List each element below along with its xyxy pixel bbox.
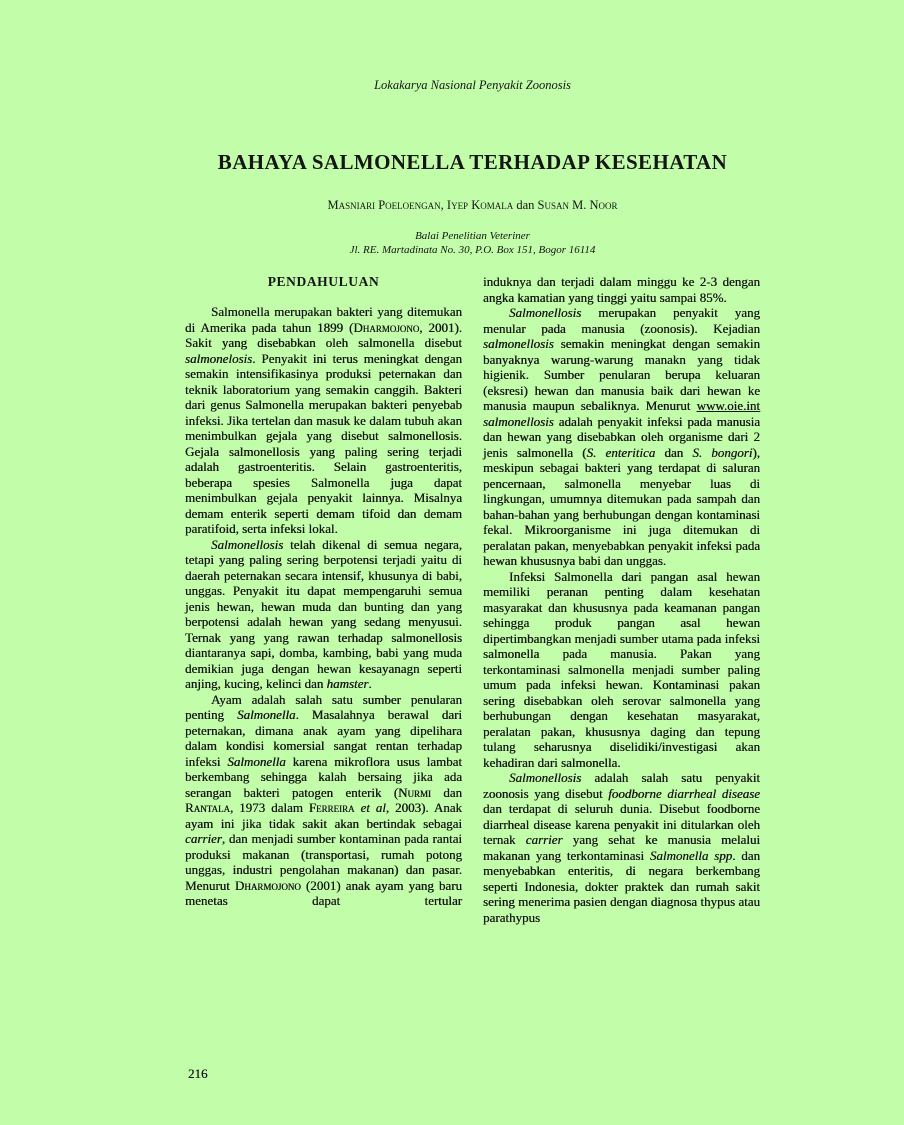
page-title: BAHAYA SALMONELLA TERHADAP KESEHATAN	[217, 150, 728, 174]
text-run: dan	[513, 198, 538, 212]
paragraph	[483, 305, 760, 569]
text-run: adalah salah satu penyakit zoonosis yang disebut	[483, 770, 760, 801]
text-run: Infeksi Salmonella dari pangan asal hewan memiliki peranan penting dalam kesehatan masyarakat dan khususnya pada keamanan pangan sehingga produk pangan asal hewan dipertimbangkan menjadi sumber utama pada infeksi salmonella pada manusia. Pakan yang terkontaminasi salmonella menjadi sumber paling umum pada infeksi hewan. Kontaminasi pakan sering disebabkan oleh serovar salmonella yang berhubungan dengan kesehatan masyarakat, peralatan pakan, khususnya daging dan tepung tulang seharusnya diselidiki/investigasi akan kehadiran dari salmonella.	[483, 568, 760, 770]
right-column-paragraphs	[483, 274, 760, 925]
text-run: hamster	[326, 676, 369, 691]
text-run: .	[368, 676, 372, 691]
text-run: carrier	[185, 831, 222, 846]
text-run: . dan menyebabkan enteritis, di negara berkembang seperti Indonesia, dokter praktek dan rumah sakit sering menerima pasien dengan diagnosa thypus atau parathypus	[483, 847, 760, 925]
paragraph	[483, 569, 760, 771]
text-run: , dan menjadi sumber kontaminan pada rantai produksi makanan (transportasi, rumah potong unggas, industri pengolahan makanan) dan pasar. Menurut	[185, 831, 462, 893]
left-column-paragraphs	[185, 304, 462, 909]
text-run: Rantala	[185, 800, 230, 815]
url-link[interactable]: www.oie.int	[696, 398, 760, 413]
text-run: carrier	[525, 832, 563, 847]
text-run: telah dikenal di semua negara, tetapi yang paling sering berpotensi terjadi yaitu di daerah peternakan secara intensif, khusunya di babi, unggas. Penyakit itu dapat mempengaruhi semua jenis hewan, hewan muda dan bunting dan yang berpotensi adalah hewan yang sedang menyusui. Ternak yang yang rawan terhadap salmonellosis diantaranya sapi, domba, kambing, babi yang muda demikian juga dengan hewan kesayanagn seperti anjing, kucing, kelinci dan	[185, 536, 462, 691]
page-number: 216	[188, 1066, 208, 1081]
text-run: Susan M. Noor	[537, 198, 618, 212]
text-run: salmonellosis	[483, 336, 554, 351]
text-run: salmonellosis	[483, 413, 554, 429]
text-run: Nurmi	[398, 784, 431, 800]
running-header: Lokakarya Nasional Penyakit Zoonosis	[374, 78, 571, 92]
text-run: yang sehat ke manusia melalui makanan yang terkontaminasi	[483, 832, 761, 863]
text-run: , 1973 dalam	[229, 800, 309, 815]
text-run: ), meskipun sebagai bakteri yang terdapat di saluran pencernaan, salmonella menyebar luas di lingkungan, umumnya ditemukan pada sampah dan bahan-bahan yang berhubungan dengan kontaminasi fekal. Mikroorganisme ini juga ditemukan di peralatan pakan, menyebabkan penyakit infeksi pada hewan khususnya babi dan unggas.	[483, 444, 760, 568]
text-run: (2001) anak ayam yang baru menetas dapat tertular	[185, 877, 462, 908]
text-run: dan	[430, 784, 462, 800]
text-run: Salmonella	[237, 707, 296, 722]
text-run: dan terdapat di seluruh dunia. Disebut foodborne diarrheal disease karena penyakit ini ditularkan oleh ternak	[483, 801, 760, 847]
text-run: Salmonella	[227, 753, 286, 769]
left-column	[185, 274, 462, 909]
text-run: S. bongori	[692, 444, 753, 460]
text-run: adalah penyakit infeksi pada manusia dan hewan yang disebabkan oleh organisme dari 2 jenis salmonella (	[483, 413, 760, 460]
text-run: Dharmojono	[353, 319, 420, 335]
text-run: foodborne diarrheal disease	[608, 785, 760, 801]
authors-line	[185, 198, 760, 213]
paragraph	[185, 304, 462, 537]
affiliation-block	[185, 230, 760, 257]
text-run: . Penyakit ini terus meningkat dengan semakin intensifikasinya produksi peternakan dan teknik laboratorium yang semakin canggih. Bakteri dari genus Salmonella merupakan bakteri penyebab infeksi. Jika tertelan dan masuk ke dalam tubuh akan menimbulkan gejala yang disebut salmonellosis. Gejala salmonellosis yang paling sering terjadi adalah gastroenteritis. Selain gastroenteritis, beberapa spesies Salmonella juga dapat menimbulkan gejala penyakit lainnya. Misalnya demam enterik seperti demam tifoid dan demam paratifoid, serta infeksi lokal.	[185, 350, 462, 536]
paragraph	[185, 692, 462, 909]
text-run: induknya dan terjadi dalam minggu ke 2-3 dengan angka kamatian yang tinggi yaitu sampai 85%.	[483, 274, 760, 305]
paragraph	[483, 770, 760, 925]
text-run: et al	[360, 800, 386, 815]
paragraph	[185, 537, 462, 692]
text-run: . Masalahnya berawal dari peternakan, dimana anak ayam yang dipelihara dalam kondisi komersial sangat rentan terhadap infeksi	[185, 707, 462, 769]
paragraph	[483, 274, 760, 305]
right-column	[483, 274, 760, 925]
text-run: Salmonellosis	[211, 536, 284, 552]
affiliation-institute: Balai Penelitian Veteriner	[415, 230, 530, 242]
text-run: Dharmojono	[234, 877, 301, 893]
text-run: dan	[655, 444, 693, 460]
text-run: Masniari Poeloengan, Iyep Komala	[327, 198, 514, 212]
text-run: , 2003). Anak ayam ini jika tidak sakit akan bertindak sebagai	[185, 800, 463, 831]
text-run: karena mikroflora usus lambat berkembang sehingga kalah bersaing jika ada serangan bakteri patogen enterik (	[185, 753, 462, 800]
text-run: salmonelosis	[185, 350, 253, 366]
affiliation-address: Jl. RE. Martadinata No. 30, P.O. Box 151, Bogor 16114	[349, 243, 596, 256]
text-run: , 2001). Sakit yang disebabkan oleh salmonella disebut	[185, 319, 462, 350]
text-run: Ferreira	[308, 800, 355, 815]
text-run: Salmonella merupakan bakteri yang ditemukan di Amerika pada tahun 1899 (	[185, 304, 462, 335]
text-run: merupakan penyakit yang menular pada manusia (zoonosis). Kejadian	[483, 305, 760, 336]
section-heading-pendahuluan: PENDAHULUAN	[267, 274, 380, 289]
text-run: Salmonellosis	[509, 305, 582, 320]
text-run: Ayam adalah salah satu sumber penularan penting	[185, 691, 462, 722]
text-run: Salmonellosis	[509, 770, 582, 785]
text-run: Salmonella spp	[649, 847, 733, 863]
article-body	[185, 274, 760, 925]
text-run: S. enteritica	[586, 444, 656, 460]
text-run: semakin meningkat dengan semakin banyaknya warung-warung manakn yang tidak higienik. Sumber penularan berupa keluaran (eksresi) hewan dan manusia baik dari hewan ke manusia maupun sebaliknya. Menurut	[483, 336, 760, 413]
